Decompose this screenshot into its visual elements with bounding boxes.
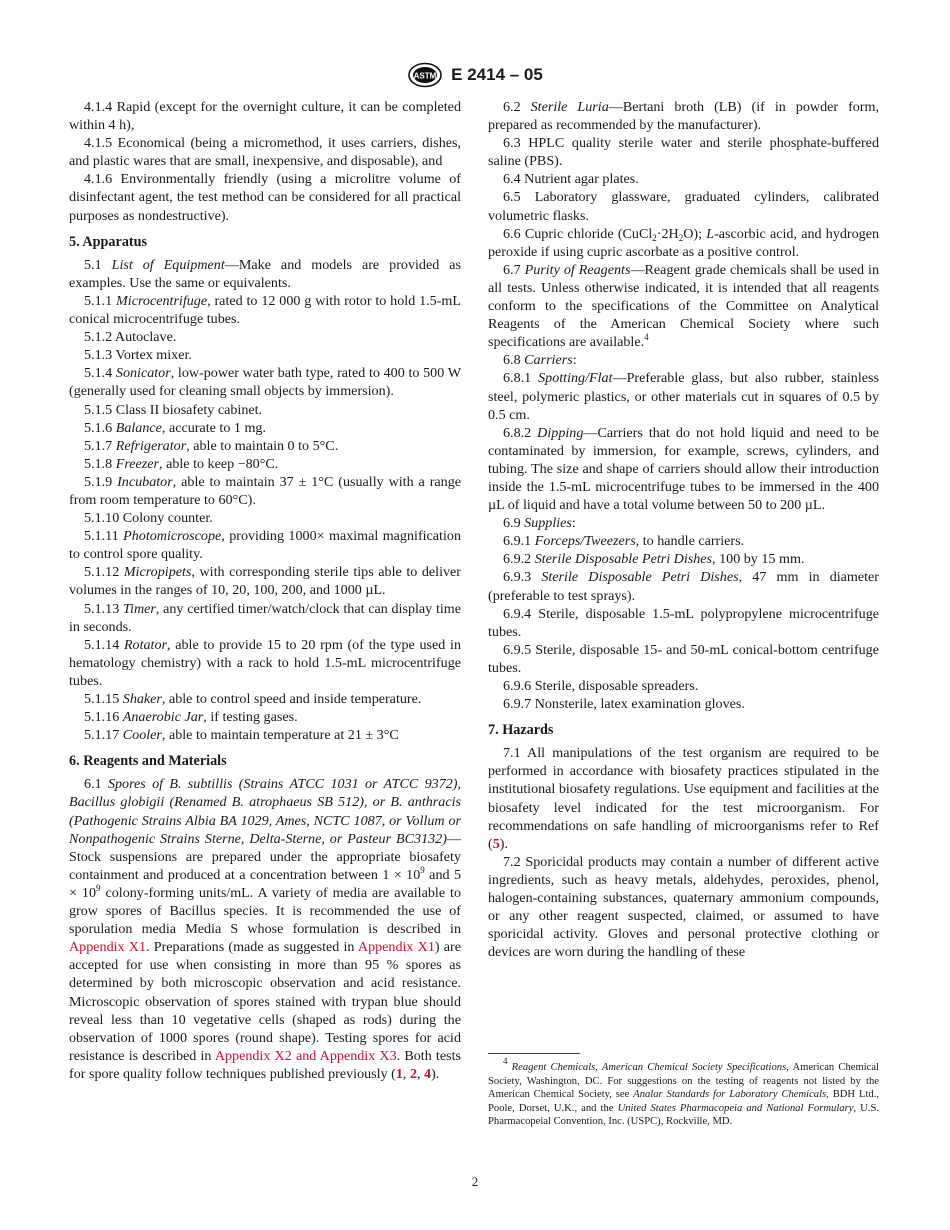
para-4-1-6: 4.1.6 Environmentally friendly (using a microlitre volume of disinfectant agent, the test method can be considered for all practical purposes as nondestructive). — [69, 171, 461, 224]
page-number: 2 — [471, 1174, 479, 1189]
para-6-9-3: 6.9.3 Sterile Disposable Petri Dishes, 47 mm in diameter (preferable to test sprays). — [488, 569, 880, 604]
para-6-9-4: 6.9.4 Sterile, disposable 1.5-mL polypropylene microcentrifuge tubes. — [488, 605, 879, 640]
para-6-5: 6.5 Laboratory glassware, graduated cylinders, calibrated volumetric flasks. — [488, 189, 879, 224]
para-5-1-14: 5.1.14 Rotator, able to provide 15 to 20 rpm (of the type used in hematology chemistry) with a rack to hold 1.5-mL microcentrifuge tubes. — [69, 636, 461, 689]
para-4-1-5: 4.1.5 Economical (being a micromethod, it uses carriers, dishes, and plastic wares that are small, inexpensive, and disposable), and — [69, 135, 461, 170]
left-column — [69, 98, 461, 1083]
para-7-2: 7.2 Sporicidal products may contain a number of different active ingredients, such as heavy metals, aldehydes, peroxides, phenol, halogen-containing substances, quaternary ammonium compounds, or any other reagent suspected, claimed, or assumed to have sporicidal activity. Gloves and personal protective clothing or devices are worn during the handling of these — [488, 853, 879, 961]
para-6-3: 6.3 HPLC quality sterile water and sterile phosphate-buffered saline (PBS). — [488, 135, 879, 170]
para-6-2: 6.2 Sterile Luria—Bertani broth (LB) (if in powder form, prepared as recommended by the manufacturer). — [488, 99, 879, 134]
para-5-1-1: 5.1.1 Microcentrifuge, rated to 12 000 g with rotor to hold 1.5-mL conical microcentrifuge tubes. — [69, 292, 461, 328]
para-6-9-2: 6.9.2 Sterile Disposable Petri Dishes, 100 by 15 mm. — [503, 551, 805, 568]
para-5-1-16: 5.1.16 Anaerobic Jar, if testing gases. — [84, 709, 298, 726]
astm-logo-icon — [407, 62, 443, 88]
para-5-1-3: 5.1.3 Vortex mixer. — [84, 347, 192, 364]
para-5-1-2: 5.1.2 Autoclave. — [84, 329, 177, 346]
para-6-1: 6.1 Spores of B. subtillis (Strains ATCC 1031 or ATCC 9372), Bacillus globigii (Renamed B. atrophaeus SB 512), or B. anthracis (Pathogenic Strains Albia BA 1029, Ames, NCTC 1087, or Vollum or Nonpathogenic Strains Sterne, Delta-Sterne, or Pasteur BC3132)—Stock suspensions are prepared under the appropriate biosafety containment and produced at a concentration between $1 \times 10^9$ and $5 \times 10^9$ colony-forming units/mL. A variety of media are available to grow spores of Bacillus species. It is recommended the use of sporulation media Media S whose formulation is described in Appendix X1. Preparations (made as suggested in Appendix X1) are accepted for use when consisting in more than 95 % spores as determined by both microscopic observation and acid resistance. Microscopic observation of spores stained with trypan blue should reveal less than 10 vegetative cells (shaped as rods) during the observation of 1000 spores (round shape). Testing spores for acid resistance is described in Appendix X2 and Appendix X3. Both tests for spore quality follow techniques published previously (1, 2, 4). — [69, 776, 461, 1082]
ref-2-link[interactable]: 2 — [409, 1065, 417, 1082]
section-5-heading: 5. Apparatus — [69, 233, 148, 250]
para-5-1-6: 5.1.6 Balance, accurate to 1 mg. — [84, 419, 266, 436]
para-4-1-4: 4.1.4 Rapid (except for the overnight culture, it can be completed within 4 h), — [69, 99, 461, 134]
para-6-9-5: 6.9.5 Sterile, disposable 15- and 50-mL conical-bottom centrifuge tubes. — [488, 641, 879, 676]
para-5-1-7: 5.1.7 Refrigerator, able to maintain 0 to 5°C. — [84, 437, 339, 454]
para-6-8-2: 6.8.2 Dipping—Carriers that do not hold liquid and need to be contaminated by immersion, for example, screws, cylinders, and tubing. The size and shape of carriers should allow their introduction inside the 1.5-mL microcentrifuge tubes to be immersed in the 400 µL of liquid and have a total volume between 50 to 200 µL. — [488, 424, 879, 514]
para-5-1-13: 5.1.13 Timer, any certified timer/watch/clock that can display time in seconds. — [69, 600, 461, 635]
para-6-9-6: 6.9.6 Sterile, disposable spreaders. — [503, 678, 699, 694]
para-6-4: 6.4 Nutrient agar plates. — [503, 171, 639, 188]
appendix-x1-link[interactable]: Appendix X1 — [69, 939, 147, 956]
section-7-heading: 7. Hazards — [488, 722, 554, 739]
para-6-6: 6.6 Cupric chloride $(CuCl_2\cdot 2H_2O)$; L-ascorbic acid, and hydrogen peroxide if using cupric ascorbate as a positive control. — [488, 225, 880, 260]
para-5-1-4: 5.1.4 Sonicator, low-power water bath type, rated to 400 to 500 W (generally used for cleaning small objects by immersion). — [69, 365, 461, 400]
ref-1-link[interactable]: 1 — [395, 1065, 403, 1082]
para-6-9-7: 6.9.7 Nonsterile, latex examination gloves. — [503, 696, 745, 713]
para-6-7: 6.7 Purity of Reagents—Reagent grade chemicals shall be used in all tests. Unless otherwise indicated, it is intended that all reagents conform to the specifications of the Committee on Analytical Reagents of the American Chemical Society where such specifications are available.$^4$ — [488, 261, 879, 351]
appendix-x1-link-2[interactable]: Appendix X1 — [357, 939, 435, 956]
footnote-divider — [488, 1053, 580, 1054]
para-6-8-1: 6.8.1 Spotting/Flat—Preferable glass, but also rubber, stainless steel, polymeric plastics, or other materials cut in squares of 0.5 by 0.5 cm. — [488, 370, 879, 423]
para-5-1-15: 5.1.15 Shaker, able to control speed and inside temperature. — [84, 691, 422, 707]
para-5-1-8: 5.1.8 Freezer, able to keep −80°C. — [84, 455, 279, 472]
para-5-1-5: 5.1.5 Class II biosafety cabinet. — [84, 401, 263, 418]
right-column — [488, 98, 879, 961]
section-6-heading: 6. Reagents and Materials — [69, 753, 227, 770]
para-7-1: 7.1 All manipulations of the test organism are required to be performed in accordance with biosafety practices stipulated in the institutional biosafety regulations. Use equipment and facilities at the biosafety level indicated for the test microorganism. For recommendations on safe handling of microorganisms refer to Ref (5). — [488, 745, 880, 852]
para-6-8: 6.8 Carriers: — [503, 352, 577, 369]
footnote-4: $^4$ Reagent Chemicals, American Chemical Society Specifications, American Chemical Society, Washington, DC. For suggestions on the testing of reagents not listed by the American Chemical Society, see Analar Standards for Laboratory Chemicals, BDH Ltd., Poole, Dorset, U.K., and the United States Pharmacopeia and National Formulary, U.S. Pharmacopeial Convention, Inc. (USPC), Rockville, MD. — [488, 1056, 879, 1128]
para-5-1-11: 5.1.11 Photomicroscope, providing 1000× maximal magnification to control spore quality. — [69, 528, 461, 563]
para-5-1-10: 5.1.10 Colony counter. — [84, 510, 213, 527]
para-5-1: 5.1 List of Equipment—Make and models are provided as examples. Use the same or equivalents. — [69, 256, 461, 291]
ref-5-link[interactable]: 5 — [492, 835, 500, 852]
para-6-9: 6.9 Supplies: — [503, 515, 576, 532]
ref-4-link[interactable]: 4 — [424, 1065, 432, 1082]
appendix-x2-x3-link[interactable]: Appendix X2 and Appendix X3 — [214, 1047, 397, 1064]
para-5-1-17: 5.1.17 Cooler, able to maintain temperature at 21 ± 3°C — [84, 727, 399, 744]
para-5-1-9: 5.1.9 Incubator, able to maintain 37 ± 1°C (usually with a range from room temperature to 60°C). — [69, 473, 462, 508]
document-code: E 2414 – 05 — [451, 65, 543, 84]
para-5-1-12: 5.1.12 Micropipets, with corresponding sterile tips able to deliver volumes in the ranges of 10, 20, 100, 200, and 1000 µL. — [69, 564, 461, 599]
para-6-9-1: 6.9.1 Forceps/Tweezers, to handle carriers. — [503, 533, 745, 550]
page-header — [0, 62, 950, 88]
logo-text: ASTM — [413, 71, 437, 81]
